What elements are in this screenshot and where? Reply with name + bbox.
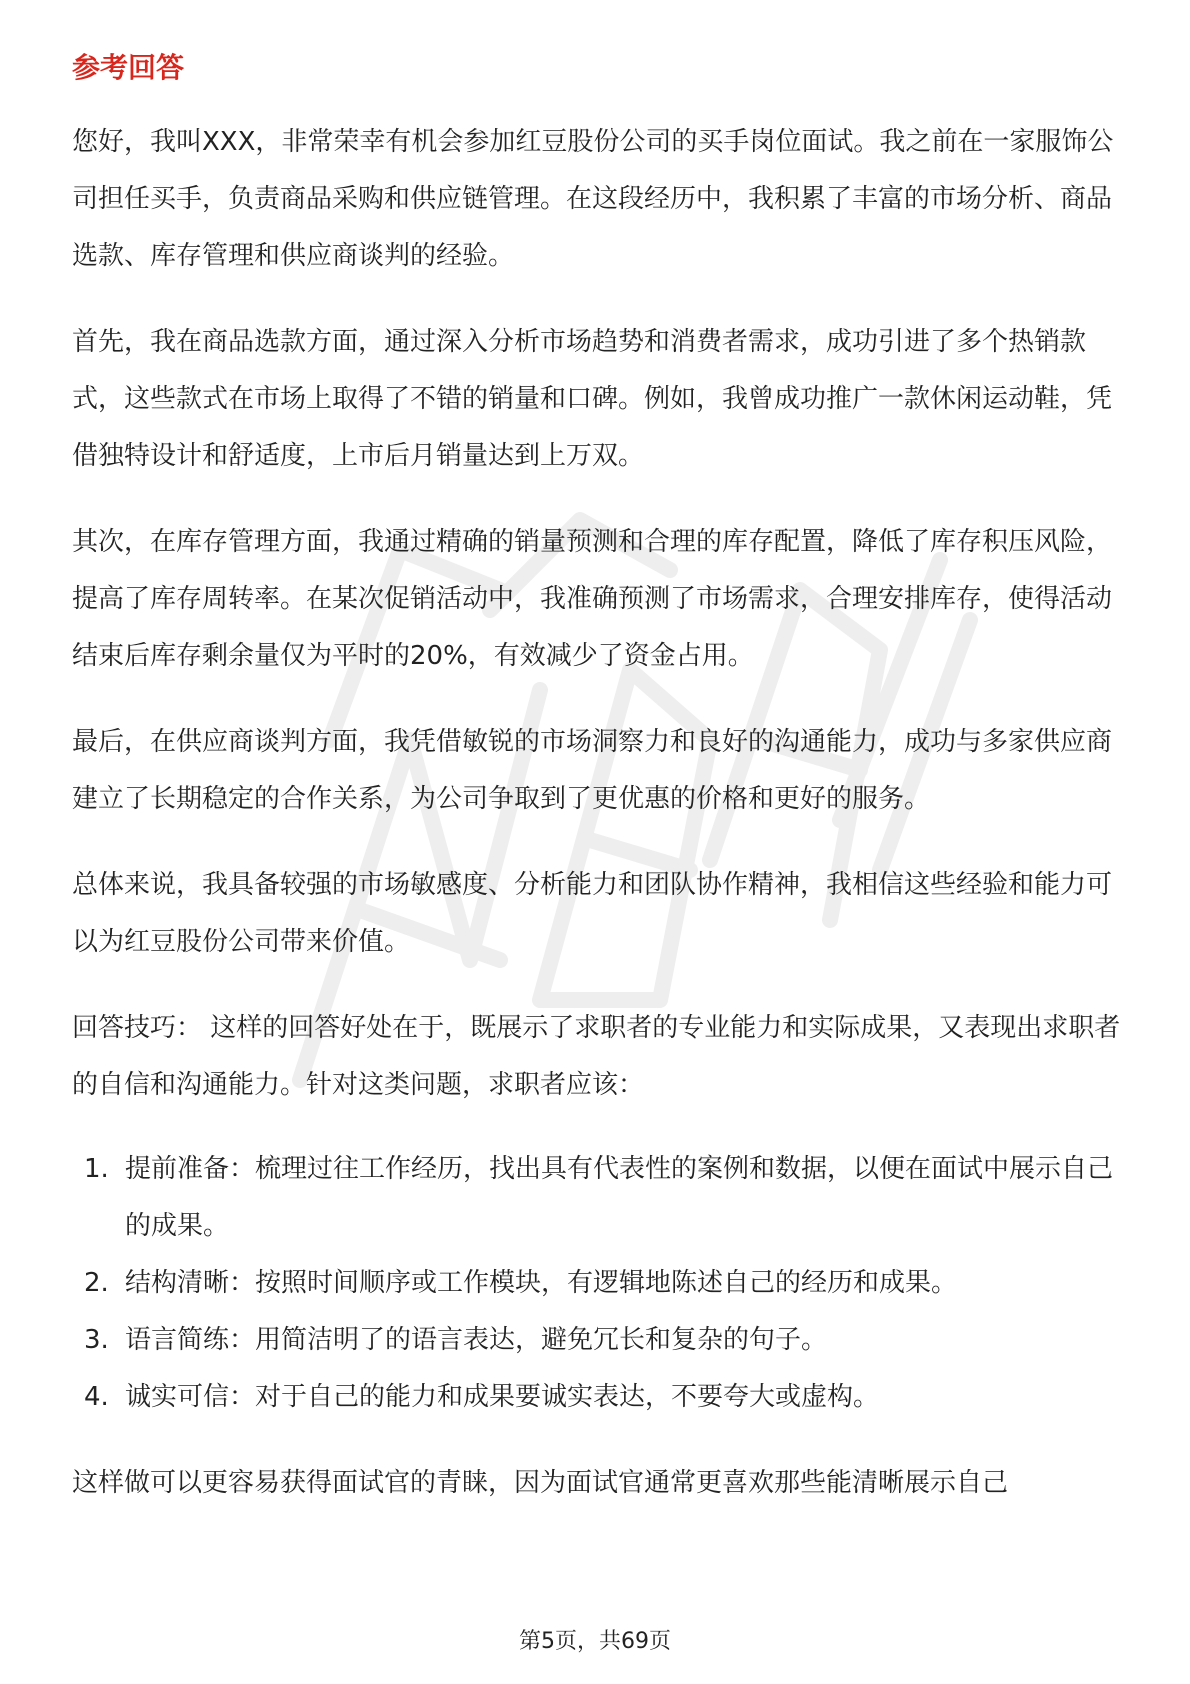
summary-paragraph: 总体来说，我具备较强的市场敏感度、分析能力和团队协作精神，我相信这些经验和能力可以为红豆股份公司带来价值。: [72, 870, 1113, 957]
document-content: [72, 48, 1122, 1512]
list-item-text: 提前准备：梳理过往工作经历，找出具有代表性的案例和数据，以便在面试中展示自己的成果。: [125, 1154, 1114, 1241]
section-heading: 参考回答: [72, 51, 185, 84]
list-item-number: 1.: [84, 1154, 109, 1184]
page-number-footer: 第5页，共69页: [519, 1629, 671, 1654]
list-item: [72, 1141, 1122, 1255]
supplier-paragraph: 最后，在供应商谈判方面，我凭借敏锐的市场洞察力和良好的沟通能力，成功与多家供应商建立了长期稳定的合作关系，为公司争取到了更优惠的价格和更好的服务。: [72, 727, 1113, 814]
tips-list: [72, 1141, 1122, 1426]
product-selection-paragraph: 首先，我在商品选款方面，通过深入分析市场趋势和消费者需求，成功引进了多个热销款式，这些款式在市场上取得了不错的销量和口碑。例如，我曾成功推广一款休闲运动鞋，凭借独特设计和舒适度，上市后月销量达到上万双。: [72, 327, 1113, 471]
inventory-paragraph: 其次，在库存管理方面，我通过精确的销量预测和合理的库存配置，降低了库存积压风险，提高了库存周转率。在某次促销活动中，我准确预测了市场需求，合理安排库存，使得活动结束后库存剩余量仅为平时的20%，有效减少了资金占用。: [72, 527, 1113, 671]
list-item-text: 结构清晰：按照时间顺序或工作模块，有逻辑地陈述自己的经历和成果。: [125, 1268, 958, 1298]
list-item-text: 诚实可信：对于自己的能力和成果要诚实表达，不要夸大或虚构。: [125, 1382, 880, 1412]
list-item: [72, 1369, 1122, 1426]
list-item: [72, 1312, 1122, 1369]
list-item: [72, 1255, 1122, 1312]
list-item-text: 语言简练：用简洁明了的语言表达，避免冗长和复杂的句子。: [125, 1325, 828, 1355]
list-item-number: 3.: [84, 1325, 109, 1355]
list-item-number: 2.: [84, 1268, 109, 1298]
closing-paragraph: 这样做可以更容易获得面试官的青睐，因为面试官通常更喜欢那些能清晰展示自己: [72, 1468, 1009, 1498]
answer-tips-paragraph: 回答技巧： 这样的回答好处在于，既展示了求职者的专业能力和实际成果，又表现出求职者的自信和沟通能力。针对这类问题，求职者应该：: [72, 1013, 1121, 1100]
intro-paragraph: 您好，我叫XXX，非常荣幸有机会参加红豆股份公司的买手岗位面试。我之前在一家服饰公司担任买手，负责商品采购和供应链管理。在这段经历中，我积累了丰富的市场分析、商品选款、库存管理和供应商谈判的经验。: [72, 127, 1114, 271]
list-item-number: 4.: [84, 1382, 109, 1412]
